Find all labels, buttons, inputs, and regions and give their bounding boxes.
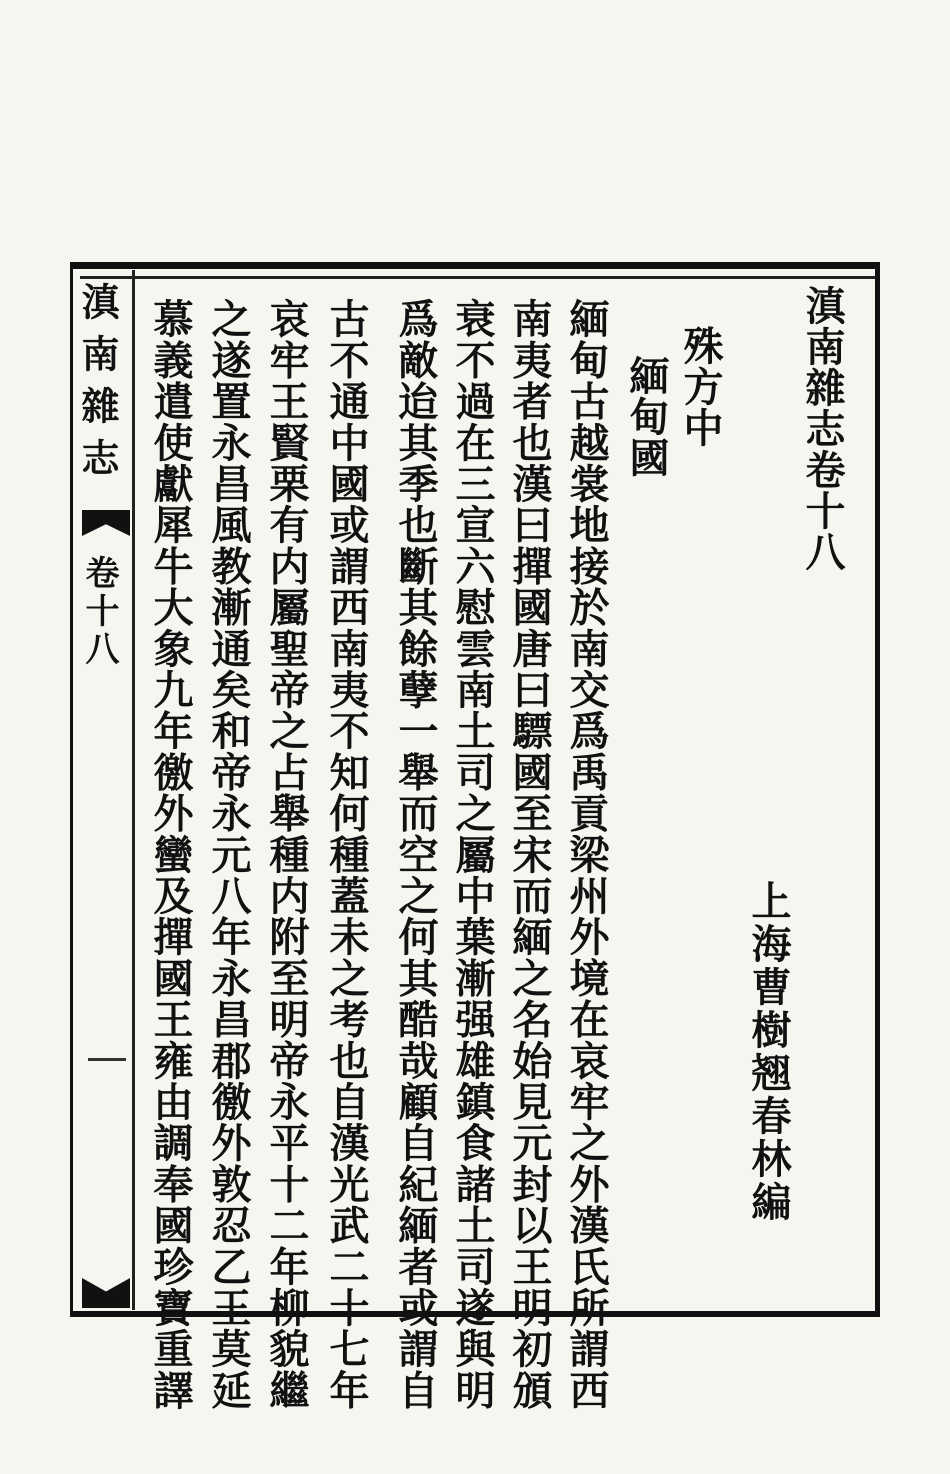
section-heading: 殊方中 xyxy=(677,325,724,448)
body-column-4: 爲敵迨其季也斷其餘孽一舉而空之何其酷哉顧自紀緬者或謂自 xyxy=(392,298,439,1411)
body-column-6: 哀牢王賢栗有内屬聖帝之占舉種内附至明帝永平十二年柳貌繼 xyxy=(263,298,310,1411)
top-inner-rule xyxy=(80,276,875,279)
subsection-heading: 緬甸國 xyxy=(623,355,670,478)
body-column-5: 古不通中國或謂西南夷不知何種蓋未之考也自漢光武二十七年 xyxy=(323,298,370,1411)
body-column-2: 南夷者也漢曰撣國唐曰驃國至宋而緬之名始見元封以王明初頒 xyxy=(506,298,553,1411)
margin-volume-number: 卷十八 xyxy=(79,555,119,669)
volume-title: 滇南雜志卷十八 xyxy=(799,285,846,572)
margin-dash-mark xyxy=(88,1058,126,1061)
author-line: 上海曹樹翘春林編 xyxy=(745,880,792,1224)
body-column-3: 衰不過在三宣六慰雲南土司之屬中葉漸强雄鎮食諸土司遂與明 xyxy=(449,298,496,1411)
margin-book-title: 滇南雜志 xyxy=(75,282,120,490)
body-column-1: 緬甸古越裳地接於南交爲禹貢梁州外境在哀牢之外漢氏所謂西 xyxy=(563,298,610,1411)
gutter-rule xyxy=(132,270,135,1310)
body-column-8: 慕義遣使獻犀牛大象九年徼外蠻及撣國王雍由調奉國珍寶重譯 xyxy=(147,298,194,1411)
body-column-7: 之遂置永昌風教漸通矣和帝永元八年永昌郡徼外敦忍乙王莫延 xyxy=(205,298,252,1411)
